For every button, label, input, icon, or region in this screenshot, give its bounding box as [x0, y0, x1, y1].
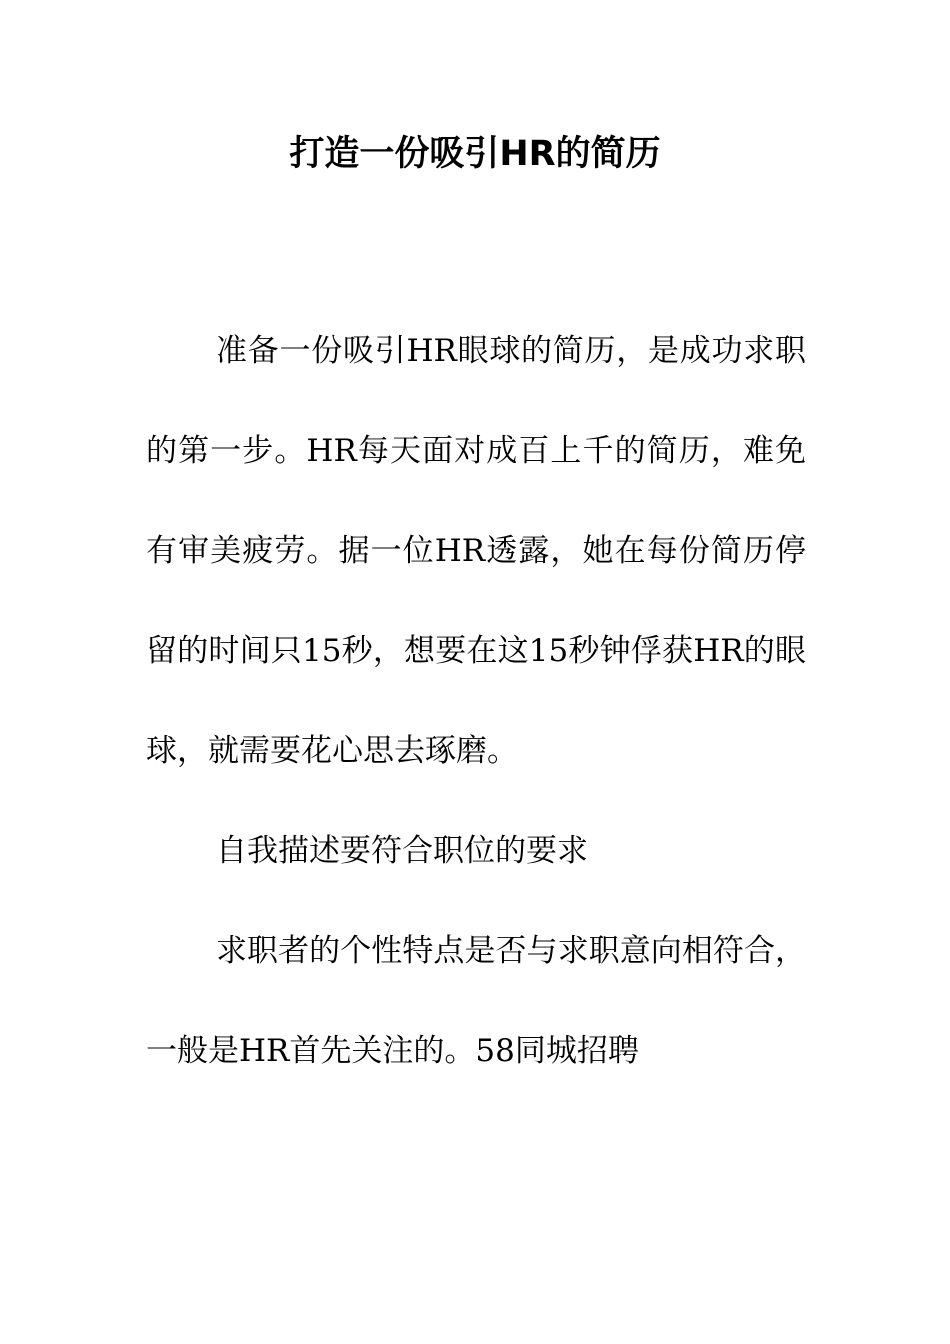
- document-body: [146, 301, 806, 1101]
- intro-paragraph: 准备一份吸引HR眼球的简历，是成功求职的第一步。HR每天面对成百上千的简历，难免有审美疲劳。据一位HR透露，她在每份简历停留的时间只15秒，想要在这15秒钟俘获HR的眼球，就需要花心思去琢磨。: [146, 333, 806, 769]
- section-heading: 自我描述要符合职位的要求: [216, 833, 588, 869]
- document-title: 打造一份吸引HR的简历: [289, 134, 661, 174]
- section-paragraph: 求职者的个性特点是否与求职意向相符合，一般是HR首先关注的。58同城招聘: [146, 933, 806, 1069]
